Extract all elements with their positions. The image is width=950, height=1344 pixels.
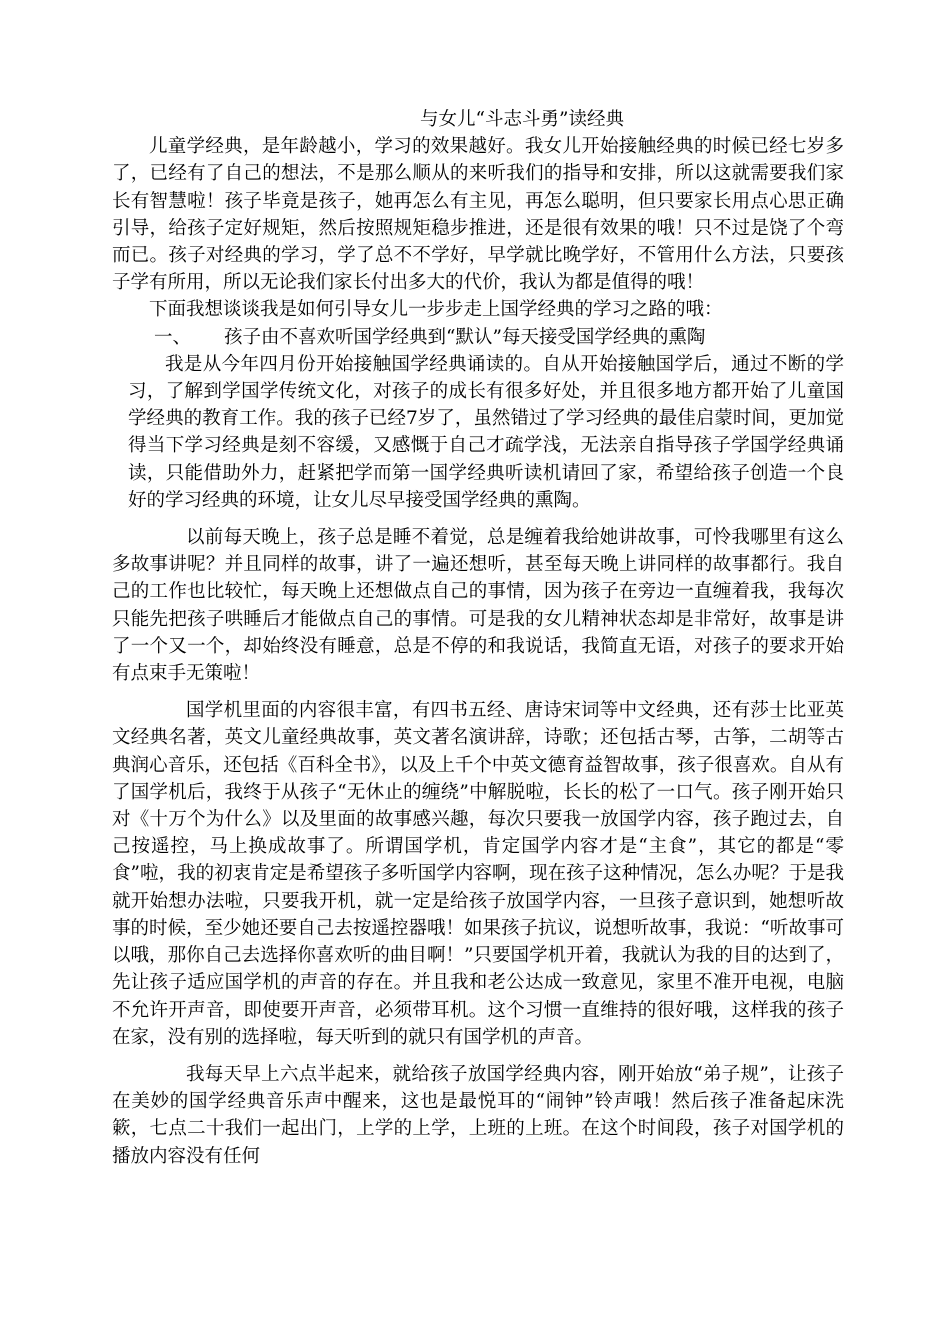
section-number: 一、 xyxy=(154,326,192,348)
body-paragraph-3: 我每天早上六点半起来，就给孩子放国学经典内容，刚开始放“弟子规”，让孩子在美妙的国学经典音乐声中醒来，这也是最悦耳的“闹钟”铃声哦！然后孩子准备起床洗簌，七点二十我们一起出门，上学的上学，上班的上班。在这个时间段，孩子对国学机的播放内容没有任何 xyxy=(112,1063,844,1167)
body-paragraph-2: 国学机里面的内容很丰富，有四书五经、唐诗宋词等中文经典，还有莎士比亚英文经典名著，英文儿童经典故事，英文著名演讲辞，诗歌；还包括古琴，古筝，二胡等古典润心音乐，还包括《百科全书》，以及上千个中英文德育益智故事，孩子很喜欢。自从有了国学机后，我终于从孩子“无休止的缠绕”中解脱啦，长长的松了一口气。孩子刚开始只对《十万个为什么》以及里面的故事感兴趣，每次只要我一放国学内容，孩子跑过去，自己按遥控，马上换成故事了。所谓国学机，肯定国学内容才是“主食”，其它的都是“零食”啦，我的初衷肯定是希望孩子多听国学内容啊，现在孩子这种情况，怎么办呢？于是我就开始想办法啦，只要我开机，就一定是给孩子放国学内容，一旦孩子意识到，她想听故事的时候，至少她还要自己去按遥控器哦！如果孩子抗议，说想听故事，我说：“听故事可以哦，那你自己去选择你喜欢听的曲目啊！”只要国学机开着，我就认为我的目的达到了，先让孩子适应国学机的声音的存在。并且我和老公达成一致意见，家里不准开电视，电脑不允许开声音，即使要开声音，必须带耳机。这个习惯一直维持的很好哦，这样我的孩子在家，没有别的选择啦，每天听到的就只有国学机的声音。 xyxy=(112,700,844,1048)
section-paragraph-1: 我是从今年四月份开始接触国学经典诵读的。自从开始接触国学后，通过不断的学习，了解到学国学传统文化，对孩子的成长有很多好处，并且很多地方都开始了儿童国学经典的教育工作。我的孩子已经7岁了，虽然错过了学习经典的最佳启蒙时间，更加觉得当下学习经典是刻不容缓，又感慨于自己才疏学浅，无法亲自指导孩子学国学经典诵读，只能借助外力，赶紧把学而第一国学经典听读机请回了家，希望给孩子创造一个良好的学习经典的环境，让女儿尽早接受国学经典的熏陶。 xyxy=(128,353,844,511)
paragraph-spacer xyxy=(112,514,844,524)
body-paragraph-1: 以前每天晚上，孩子总是睡不着觉，总是缠着我给她讲故事，可怜我哪里有这么多故事讲呢？并且同样的故事，讲了一遍还想听，甚至每天晚上讲同样的故事都行。我自己的工作也比较忙，每天晚上还想做点自己的事情，因为孩子在旁边一直缠着我，我每次只能先把孩子哄睡后才能做点自己的事情。可是我的女儿精神状态却是非常好，故事是讲了一个又一个，却始终没有睡意，总是不停的和我说话，我简直无语，对孩子的要求开始有点束手无策啦！ xyxy=(112,527,844,685)
document-body xyxy=(112,106,844,1170)
paragraph-spacer xyxy=(112,1051,844,1061)
section-heading-text: 孩子由不喜欢听国学经典到“默认”每天接受国学经典的熏陶 xyxy=(224,326,706,348)
document-title: 与女儿“斗志斗勇”读经典 xyxy=(420,109,624,130)
intro-paragraph-2: 下面我想谈谈我是如何引导女儿一步步走上国学经典的学习之路的哦： xyxy=(149,299,723,321)
paragraph-spacer xyxy=(112,687,844,697)
intro-paragraph-1: 儿童学经典，是年龄越小，学习的效果越好。我女儿开始接触经典的时候已经七岁多了，已经有了自己的想法，不是那么顺从的来听我们的指导和安排，所以这就需要我们家长有智慧啦！孩子毕竟是孩子，她再怎么有主见，再怎么聪明，但只要家长用点心思正确引导，给孩子定好规矩，然后按照规矩稳步推进，还是很有效果的哦！只不过是饶了个弯而已。孩子对经典的学习，学了总不不学好，早学就比晚学好，不管用什么方法，只要孩子学有所用，所以无论我们家长付出多大的代价，我认为都是值得的哦！ xyxy=(112,136,844,294)
section-heading xyxy=(112,324,844,351)
